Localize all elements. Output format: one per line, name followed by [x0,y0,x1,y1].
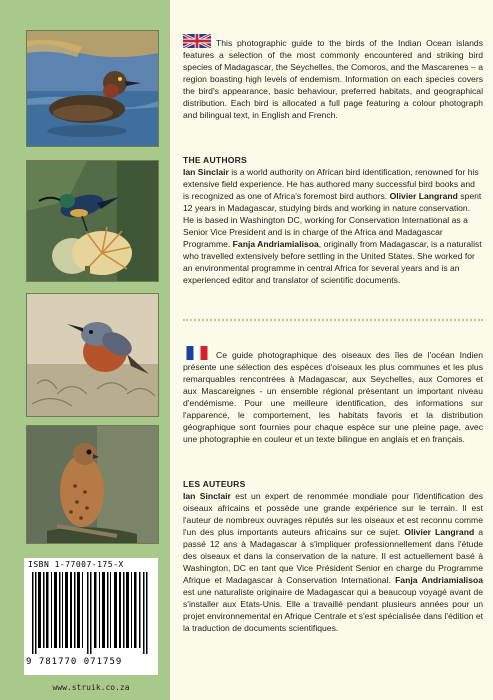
barcode-bars [30,572,152,654]
auteur-name-langrand: Olivier Langrand [404,527,475,537]
auteur-bio-sinclair: est un expert de renommée mondiale pour l'identification des oiseaux africains et possède une grande expérience sur le terrain. Il est l'auteur de nombreux ouvrages réputés sur les oiseaux et est reconnu comme l'un des plus importants auteurs africains sur ce sujet. [183,491,483,537]
author-name-langrand: Olivier Langrand [389,191,458,201]
author-bio-andriamialisoa: , originally from Madagascar, is a naturalist who travelled extensively before settling in the United States. She worked for an environmental programme in central Africa for several years and is an experienced editor and translator of scientific documents. [183,239,482,285]
photo-grebe [26,30,159,147]
french-intro-paragraph [183,346,483,445]
french-intro-text: Ce guide photographique des oiseaux des îles de l'océan Indien présente une sélection des espèces d'oiseaux les plus communes et les plus remarquables rencontrées à Madagascar, aux Seychelles, aux Comores et aux Mascareignes - un ensemble régional présentant un important niveau d'endémisme. Pour une meilleure identification, des informations sur l'apparence, le comportement, les habitats favoris et la distribution géographique sont fournies pour chaque espèce sur une pleine page, avec une photographie en couleur et un texte bilingue en anglais et en français. [183,350,483,444]
author-bio-sinclair: is a world authority on African bird identification, renowned for his extensive field experience. He has authored many successful bird books and is recognized as one of Africa's foremost bird authors. [183,167,479,201]
photo-rock-thrush [26,293,159,417]
language-divider [183,319,483,321]
isbn-number: ISBN 1-77007-175-X [28,560,124,569]
barcode-box [24,558,158,675]
english-intro-paragraph [183,34,483,121]
french-authors-paragraph [183,490,483,634]
english-authors-paragraph [183,166,483,286]
publisher-website: www.struik.co.za [52,683,130,692]
english-intro-text: This photographic guide to the birds of the Indian Ocean islands features a selection of the most commonly encountered and striking bird species of Madagascar, the Seychelles, the Comoros, and the Mascarenes – a region boasting high levels of endemism. Information on each species covers the bird's appearance, basic behaviour, preferred habitats, and geographical distribution. Each bird is allocated a full page featuring a colour photograph and bilingual text, in English and French. [183,38,483,120]
author-name-andriamialisoa: Fanja Andriamialisoa [232,239,319,249]
photo-kestrel [26,425,159,544]
auteur-bio-andriamialisoa: est une naturaliste originaire de Madagascar qui a beaucoup voyagé avant de s'installer aux Etats-Unis. Elle a travaillé pendant plusieurs années pour un projet environnemental en Afrique Centrale et s'est spécialisée dans l'édition et la traduction de documents scientifiques. [183,587,483,633]
author-name-sinclair: Ian Sinclair [183,167,229,177]
uk-flag-icon [183,34,211,48]
auteur-bio-langrand: a passé 12 ans à Madagascar à s'impliquer professionnellement dans l'étude des oiseaux et dans la conservation de la nature. Il est actuellement basé à Washington, DC en tant que Vice Président Senior en charge du Programme Afrique et Madagascar à Conservation International. [183,527,484,585]
auteur-name-andriamialisoa: Fanja Andriamialisoa [395,575,484,585]
text-column [183,0,483,700]
photo-sunbird [26,160,159,282]
french-flag-icon [183,346,211,360]
auteurs-heading: LES AUTEURS [183,479,246,489]
barcode-digits: 9 781770 071759 [26,657,123,667]
authors-heading: THE AUTHORS [183,155,247,165]
author-bio-langrand: spent 12 years in Madagascar, studying birds and working in nature conservation. He is based in Washington DC, working for Conservation International as a Senior Vice President and is in charge of the Africa and Madagascar Programme. [183,191,482,249]
auteur-name-sinclair: Ian Sinclair [183,491,231,501]
